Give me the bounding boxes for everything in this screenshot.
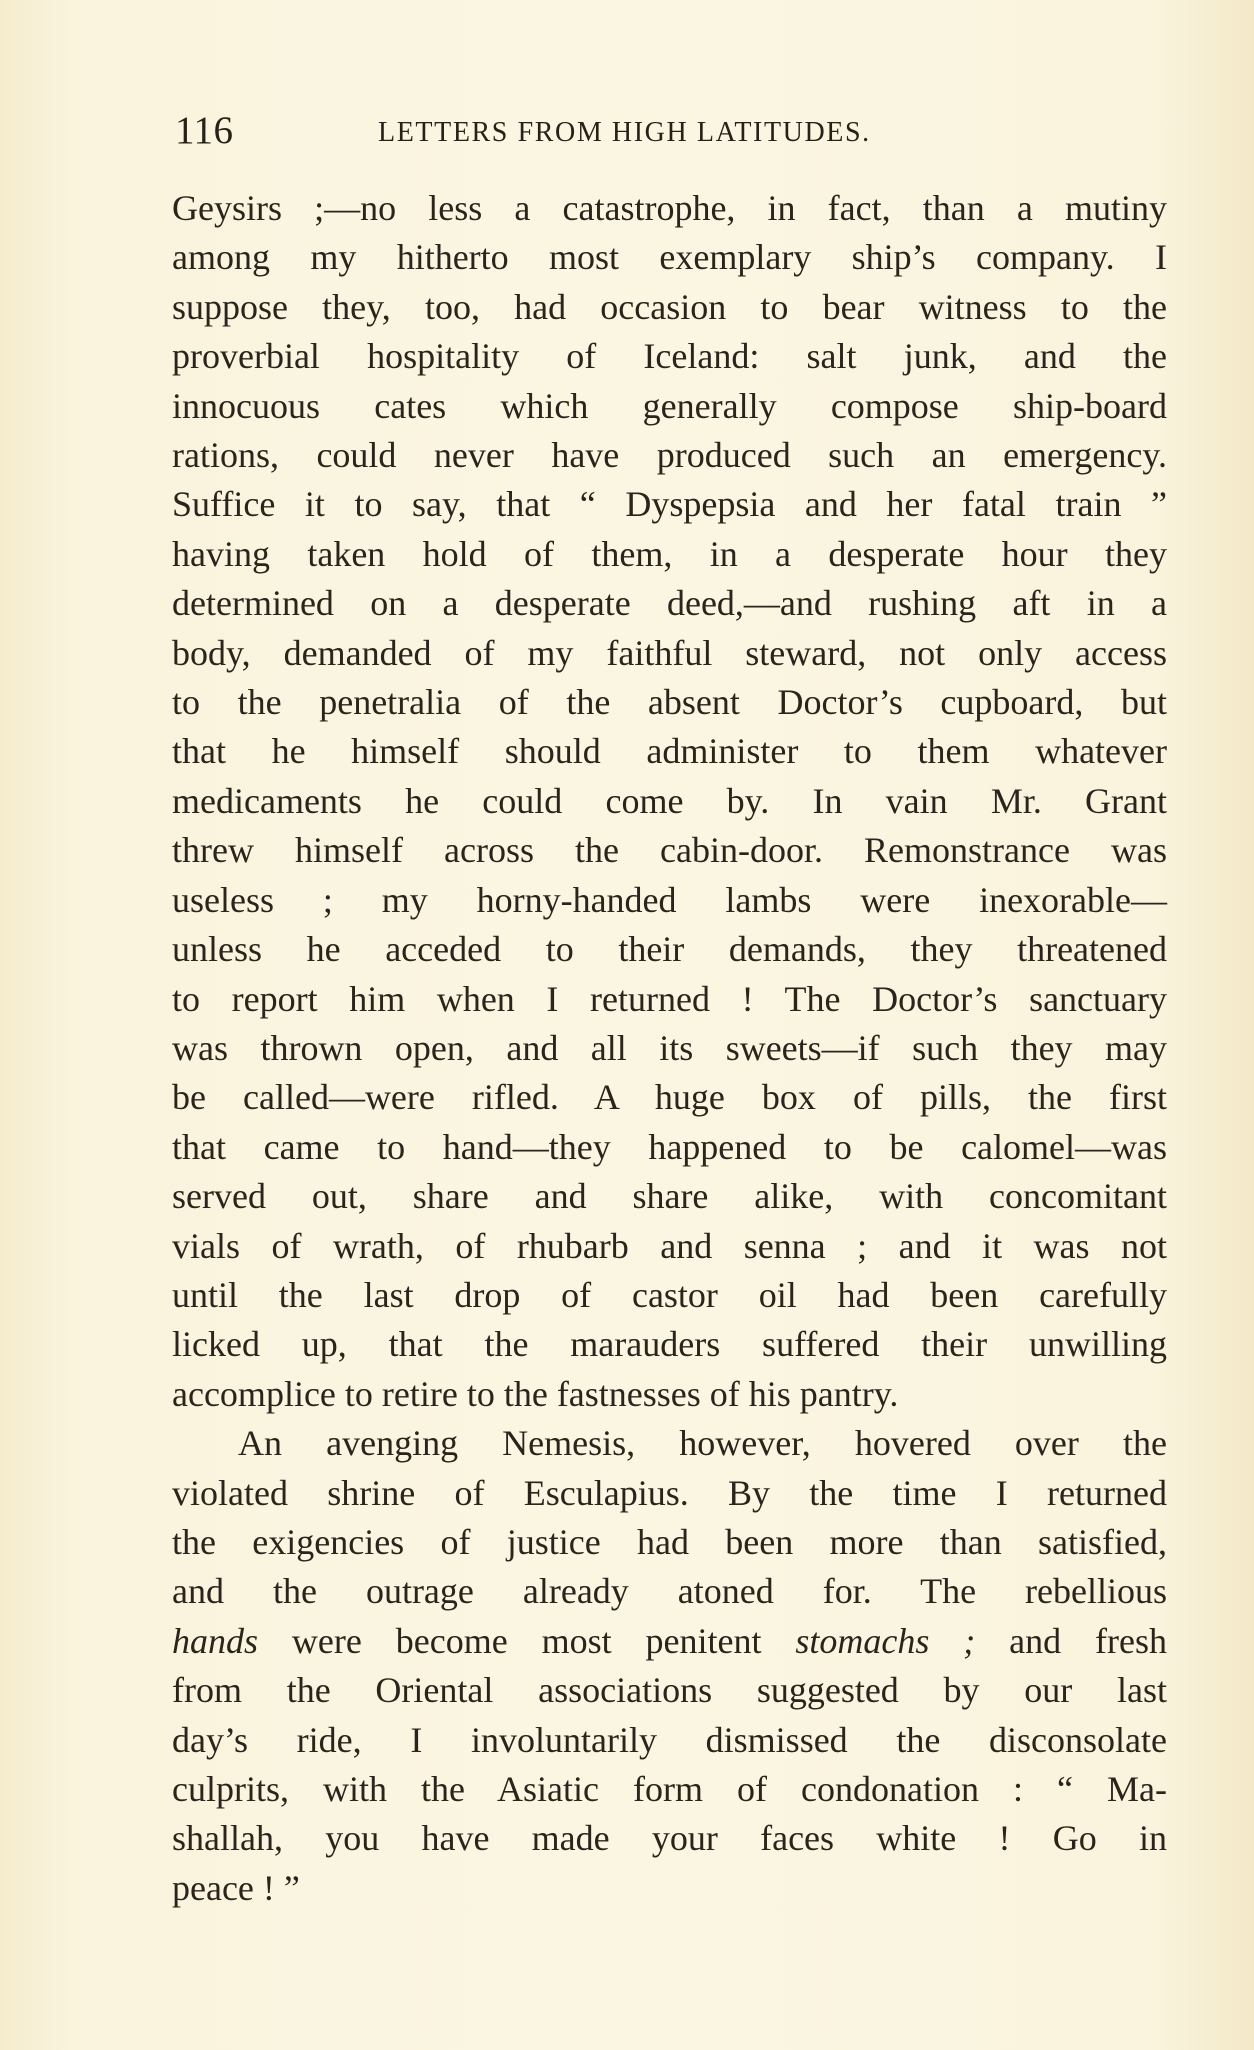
text-line: among my hitherto most exemplary ship’s company. I [172,237,1167,278]
text-line: that he himself should administer to them whatever [172,731,1167,772]
text-line: having taken hold of them, in a desperate hour they [172,533,1167,574]
text-line: be called—were rifled. A huge box of pills, the first [172,1077,1167,1118]
text-line: innocuous cates which generally compose ship-board [172,385,1167,426]
page-number: 116 [175,109,234,152]
text-line: An avenging Nemesis, however, hovered over the [238,1423,1167,1464]
text-line: and the outrage already atoned for. The rebellious [172,1571,1167,1612]
text-line: shallah, you have made your faces white ! Go in [172,1818,1167,1859]
text-line: that came to hand—they happened to be calomel—was [172,1126,1167,1167]
text-segment: were become most penitent [258,1620,796,1661]
text-line: to the penetralia of the absent Doctor’s cupboard, but [172,682,1167,723]
paragraph-1 [172,184,1167,1419]
italic-word: hands [172,1620,259,1661]
text-line: culprits, with the Asiatic form of condonation : “ Ma- [172,1769,1167,1809]
text-line: served out, share and share alike, with concomitant [172,1176,1167,1217]
text-line: unless he acceded to their demands, they threatened [172,929,1167,970]
text-line: Geysirs ;—no less a catastrophe, in fact, than a mutiny [172,188,1167,228]
text-line: useless ; my horny-handed lambs were inexorable— [172,879,1167,920]
text-line: licked up, that the marauders suffered their unwilling [172,1324,1167,1365]
text-line: threw himself across the cabin-door. Remonstrance was [172,830,1167,871]
text-line: violated shrine of Esculapius. By the time I returned [172,1472,1167,1513]
text-line: was thrown open, and all its sweets—if such they may [172,1027,1167,1068]
body-text [172,184,1167,1913]
running-head: LETTERS FROM HIGH LATITUDES. [378,117,871,148]
text-line: peace ! ” [172,1867,300,1908]
text-line: day’s ride, I involuntarily dismissed the disconsolate [172,1719,1167,1760]
text-line: Suffice it to say, that “ Dyspepsia and her fatal train ” [172,484,1167,525]
text-line: medicaments he could come by. In vain Mr. Grant [172,780,1167,821]
text-line: proverbial hospitality of Iceland: salt junk, and the [172,336,1167,377]
text-line: body, demanded of my faithful steward, not only access [172,632,1167,673]
text-line: determined on a desperate deed,—and rushing aft in a [172,583,1167,624]
text-line: rations, could never have produced such an emergency. [172,435,1167,476]
text-line: to report him when I returned ! The Doctor’s sanctuary [172,978,1167,1019]
text-line: suppose they, too, had occasion to bear witness to the [172,286,1167,327]
text-line: from the Oriental associations suggested by our last [172,1670,1167,1711]
text-line: accomplice to retire to the fastnesses of his pantry. [172,1373,899,1414]
text-segment: and fresh [975,1620,1167,1661]
italic-word: stomachs ; [795,1620,976,1661]
text-line: until the last drop of castor oil had been carefully [172,1274,1167,1315]
page-header [175,108,1170,158]
text-line: vials of wrath, of rhubarb and senna ; and it was not [172,1225,1167,1266]
text-line: the exigencies of justice had been more than satisfied, [172,1521,1167,1562]
paragraph-2 [172,1419,1167,1913]
text-line-with-italics [172,1617,1167,1666]
